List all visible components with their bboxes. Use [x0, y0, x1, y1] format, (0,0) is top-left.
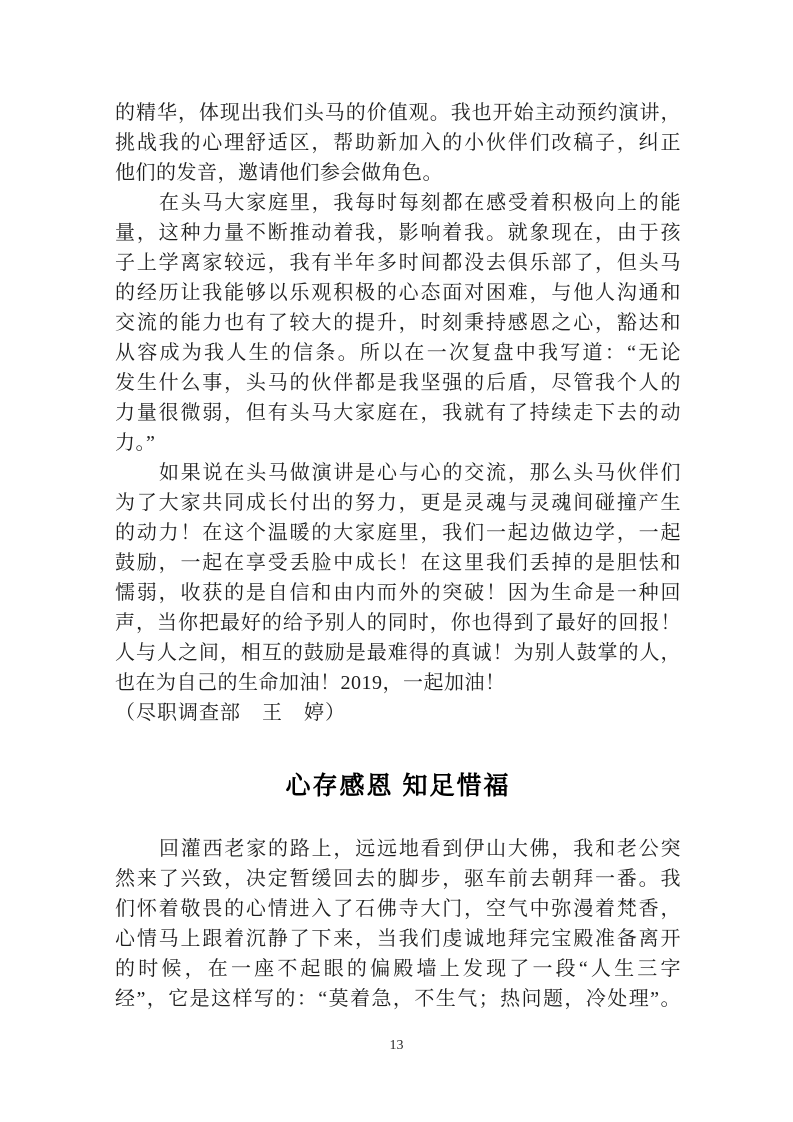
text-line: 的精华，体现出我们头马的价值观。我也开始主动预约演讲， — [115, 102, 681, 124]
text-line: 在头马大家庭里，我每时每刻都在感受着积极向上的能 — [159, 192, 681, 214]
text-line: 力量很微弱，但有头马大家庭在，我就有了持续走下去的动 — [115, 402, 681, 424]
text-line: 声，当你把最好的给予别人的同时，你也得到了最好的回报！ — [115, 612, 681, 634]
text-line: 挑战我的心理舒适区，帮助新加入的小伙伴们改稿子，纠正 — [115, 132, 681, 154]
text-line: 发生什么事，头马的伙伴都是我坚强的后盾，尽管我个人的 — [115, 372, 681, 394]
text-line: 的动力！在这个温暖的大家庭里，我们一起边做边学，一起 — [115, 522, 681, 544]
text-line: 如果说在头马做演讲是心与心的交流，那么头马伙伴们 — [159, 462, 681, 484]
text-line: 回灌西老家的路上，远远地看到伊山大佛，我和老公突 — [159, 838, 681, 860]
text-line: 懦弱，收获的是自信和由内而外的突破！因为生命是一种回 — [115, 582, 681, 604]
article-title: 心存感恩 知足惜福 — [285, 772, 511, 800]
text-line: 的经历让我能够以乐观积极的心态面对困难，与他人沟通和 — [115, 282, 681, 304]
text-line: 为了大家共同成长付出的努力，更是灵魂与灵魂间碰撞产生 — [115, 492, 681, 514]
text-line: 心情马上跟着沉静了下来，当我们虔诚地拜完宝殿准备离开 — [115, 928, 681, 950]
text-line: 力。” — [115, 432, 156, 454]
text-line: 经”，它是这样写的：“莫着急，不生气；热问题，冷处理”。 — [115, 988, 681, 1010]
paragraph — [115, 98, 681, 188]
paragraph — [115, 834, 681, 1014]
text-line: 交流的能力也有了较大的提升，时刻秉持感恩之心，豁达和 — [115, 312, 681, 334]
text-line: 也在为自己的生命加油！2019，一起加油！ — [115, 672, 506, 694]
text-line: 然来了兴致，决定暂缓回去的脚步，驱车前去朝拜一番。我 — [115, 868, 681, 890]
text-line: 的时候，在一座不起眼的偏殿墙上发现了一段“人生三字 — [115, 958, 681, 980]
text-line: 从容成为我人生的信条。所以在一次复盘中我写道：“无论 — [115, 342, 681, 364]
paragraph — [115, 458, 681, 698]
text-line: 们怀着敬畏的心情进入了石佛寺大门，空气中弥漫着梵香， — [115, 898, 681, 920]
author-attribution: （尽职调查部 王 婷） — [115, 702, 346, 724]
text-column — [115, 98, 681, 1014]
text-line: 子上学离家较远，我有半年多时间都没去俱乐部了，但头马 — [115, 252, 681, 274]
paragraph — [115, 188, 681, 458]
text-line: 人与人之间，相互的鼓励是最难得的真诚！为别人鼓掌的人， — [115, 642, 681, 664]
text-line: 量，这种力量不断推动着我，影响着我。就象现在，由于孩 — [115, 222, 681, 244]
text-line: 他们的发音，邀请他们参会做角色。 — [115, 162, 443, 184]
text-line: 鼓励，一起在享受丢脸中成长！在这里我们丢掉的是胆怯和 — [115, 552, 681, 574]
page-number: 13 — [389, 1038, 404, 1053]
